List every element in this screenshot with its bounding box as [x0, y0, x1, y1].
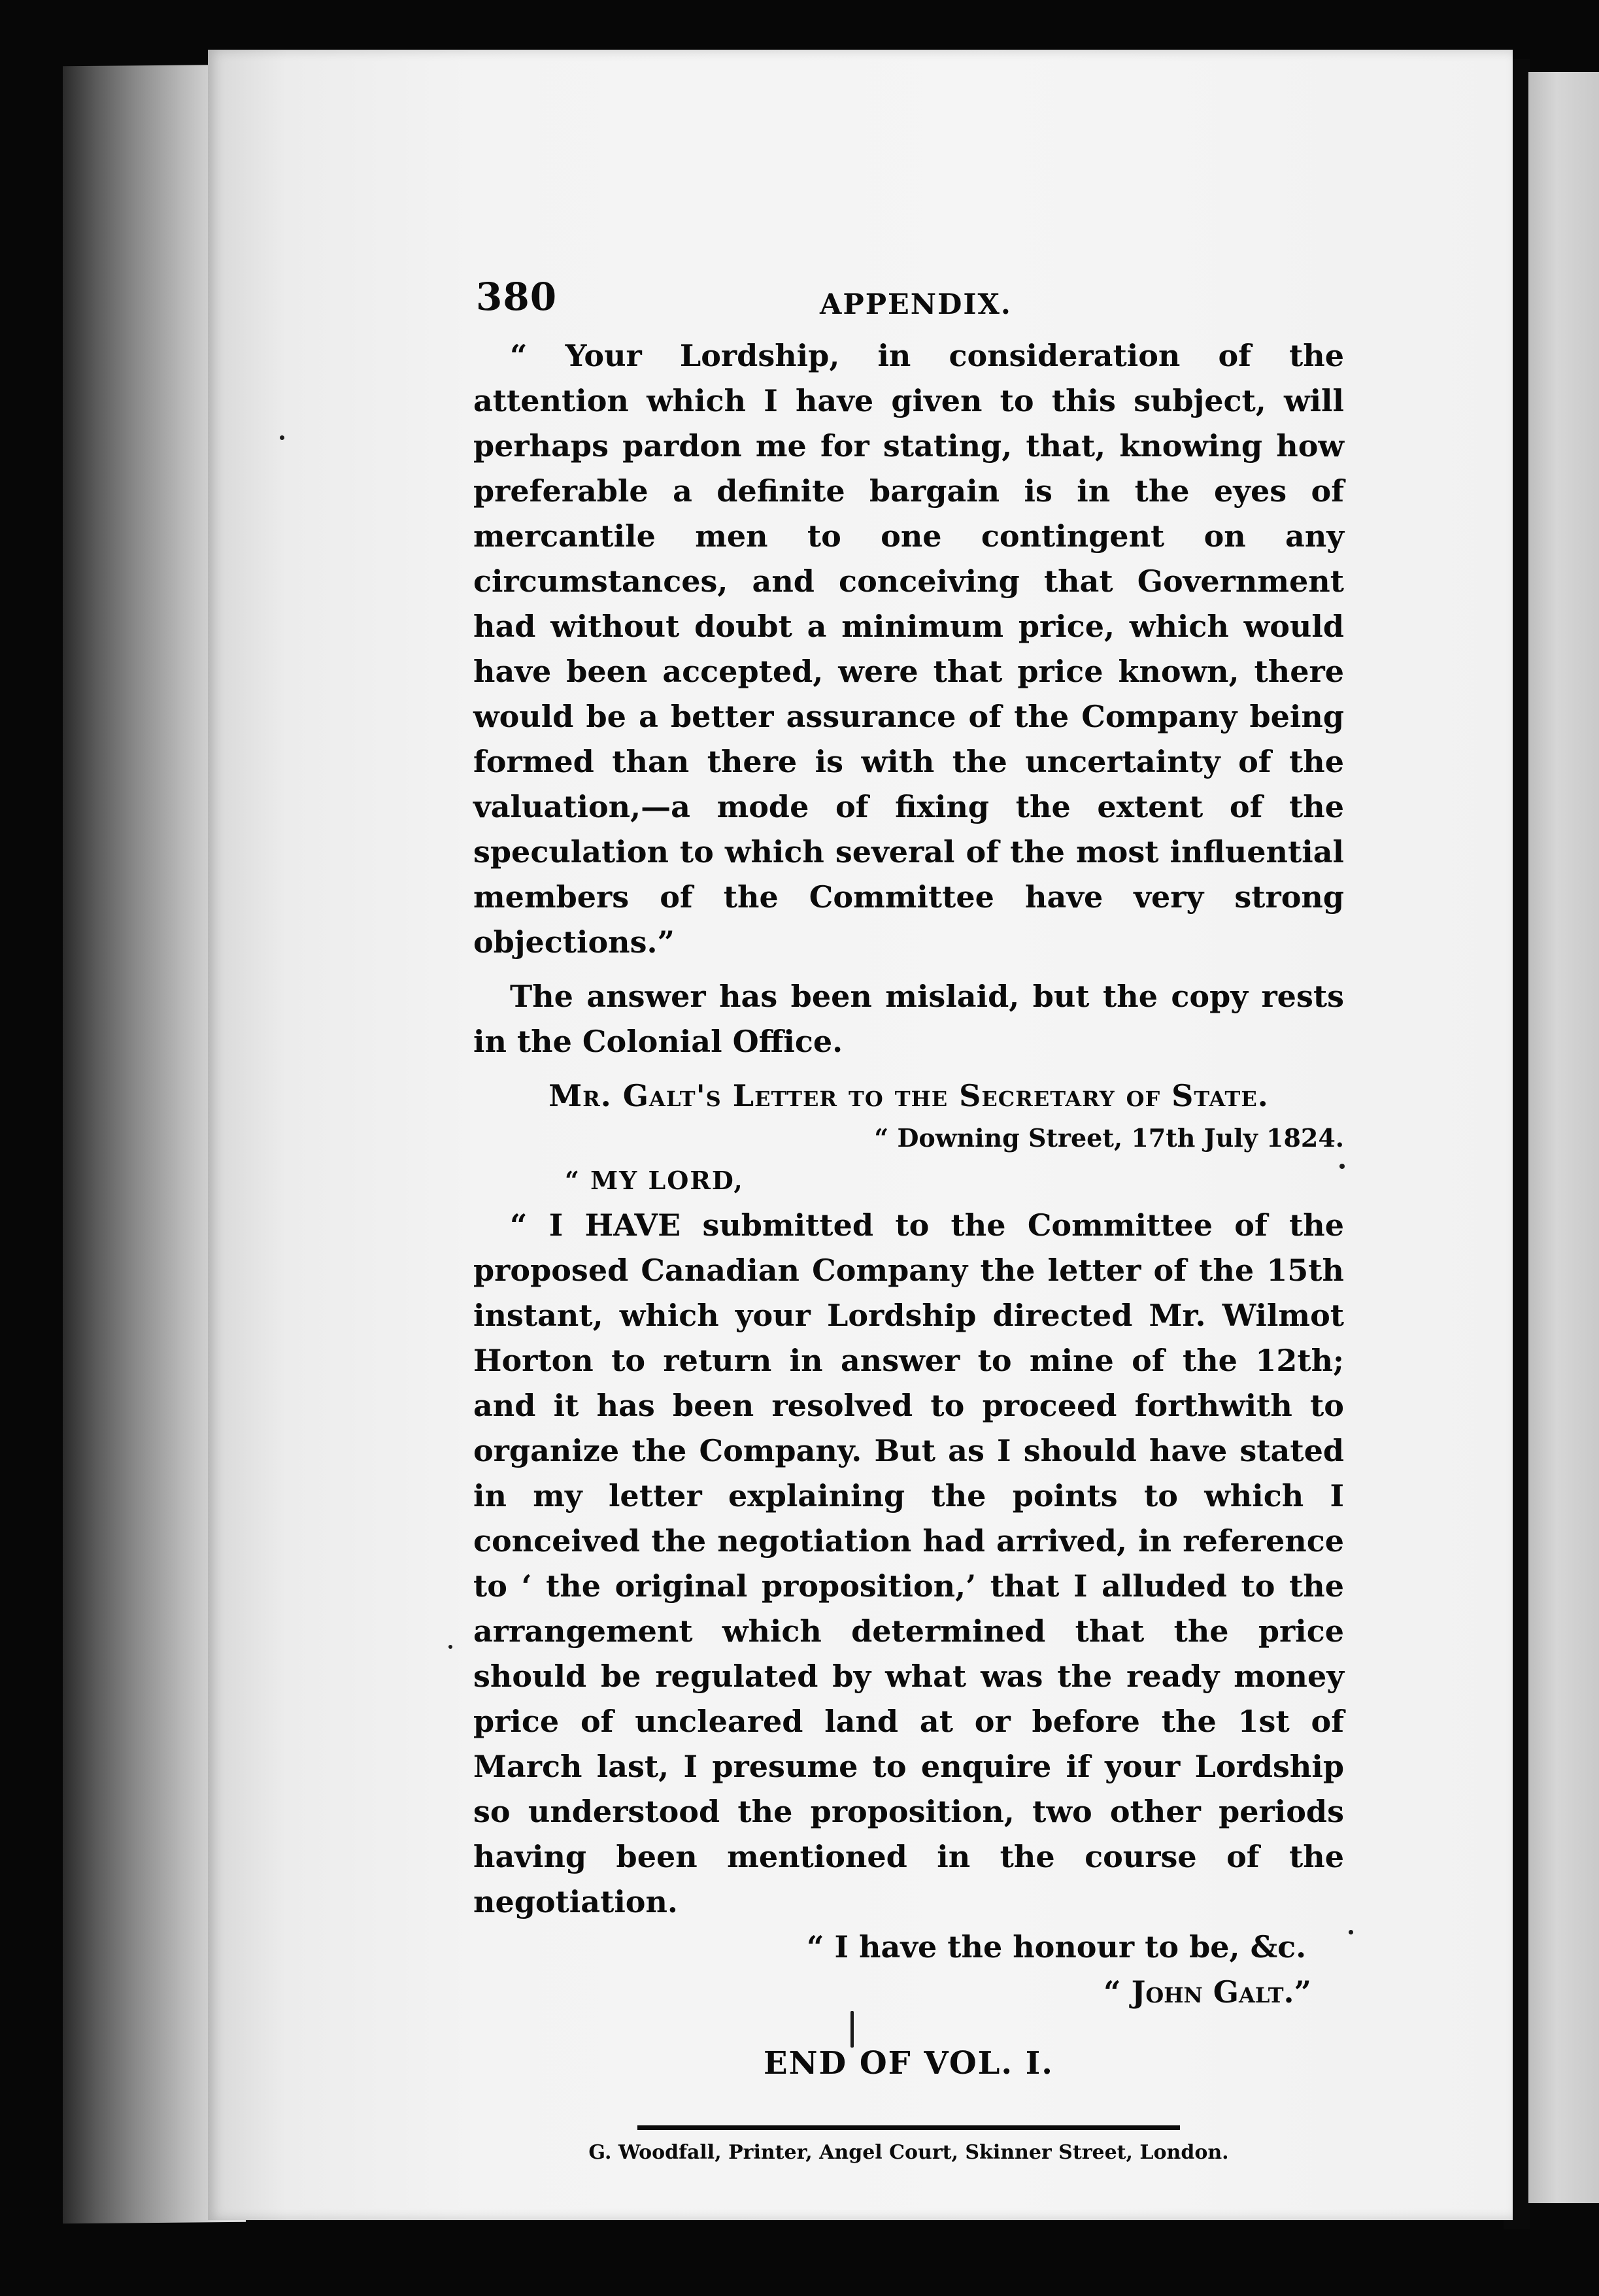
letter-dateline: “ Downing Street, 17th July 1824. [874, 1123, 1344, 1153]
letter-heading: Mr. Galt's Letter to the Secretary of State. [548, 1078, 1269, 1113]
letter-signature: “ John Galt.” [1103, 1974, 1311, 2010]
running-head [473, 275, 1344, 333]
ink-speck [448, 1645, 452, 1649]
footer-rule [637, 2125, 1180, 2130]
page-text [473, 275, 1344, 2169]
letter-body: “ I HAVE submitted to the Committee of the proposed Canadian Company the letter of the 15th instant, which your Lordship directed Mr. Wilmot Horton to return in answer to mine of the 12th; and it has been resolved to proceed forthwith to organize the Company. But as I should have stated in my letter explaining the points to which I conceived the negotiation had arrived, in reference to ‘ the original proposition,’ that I alluded to the arrangement which determined that the price should be regulated by what was the ready money price of uncleared land at or before the 1st of March last, I presume to enquire if your Lordship so understood the proposition, two other periods having been mentioned in the course of the negotiation. [473, 1207, 1344, 1919]
adjacent-page [1528, 72, 1599, 2203]
answer-paragraph: The answer has been mislaid, but the copy rests in the Colonial Office. [473, 979, 1344, 1059]
printer-imprint: G. Woodfall, Printer, Angel Court, Skinner Street, London. [588, 2141, 1229, 2164]
page-number: 380 [476, 275, 558, 319]
letter-salutation: “ MY LORD, [565, 1166, 744, 1195]
ink-speck [280, 435, 284, 440]
ink-speck [1349, 1930, 1353, 1934]
letter-closing: “ I have the honour to be, &c. [807, 1929, 1307, 1965]
end-of-volume: END OF VOL. I. [764, 2045, 1054, 2082]
quoted-paragraph: “ Your Lordship, in consideration of the attention which I have given to this subject, will perhaps pardon me for stating, that, knowing how preferable a definite bargain is in the eyes of mercantile men to one contingent on any circumstances, and conceiving that Government had without doubt a minimum price, which would have been accepted, were that price known, there would be a better assurance of the Company being formed than there is with the uncertainty of the valuation,—a mode of fixing the extent of the speculation to which several of the most influential members of the Committee have very strong objections.” [473, 338, 1344, 960]
running-title: APPENDIX. [820, 288, 1012, 321]
